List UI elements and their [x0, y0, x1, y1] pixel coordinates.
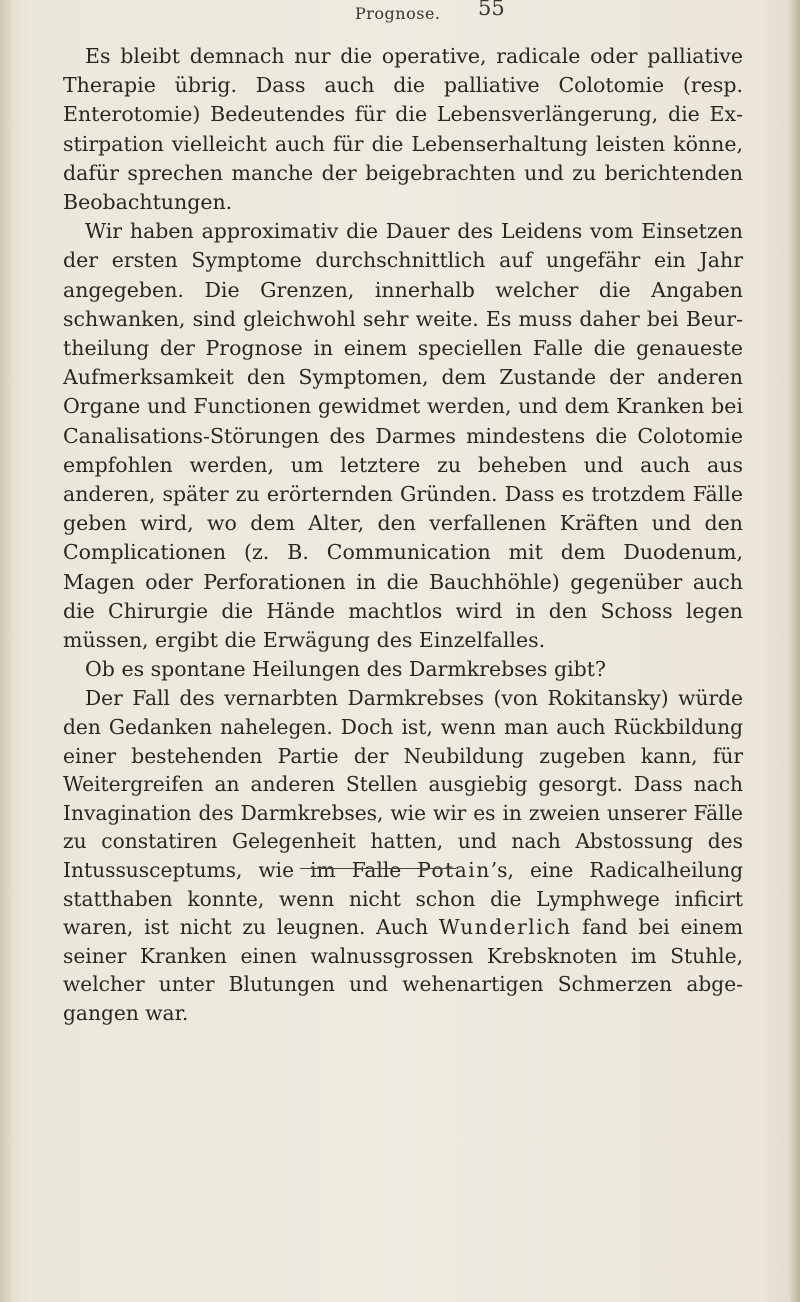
author-name-potain: Potain: [417, 858, 491, 883]
section-divider: [300, 868, 456, 869]
running-head: Prognose.: [355, 4, 441, 23]
page-edge-shadow: [790, 0, 800, 1302]
text-segment: ’s, eine Radicalheilung statthaben konnte, wenn nicht schon die Lymphwege inficirt waren, ist nicht zu leugnen. Auch: [63, 858, 743, 940]
body-text: [63, 42, 743, 1028]
paragraph-prognosis: Wir haben approximativ die Dauer des Leidens vom Einsetzen der ersten Symptome durchschnittlich auf ungefähr ein Jahr angegeben. Die Grenzen, innerhalb welcher die Angaben schwanken, sind gleichwohl sehr weite. Es muss daher bei Beurtheilung der Prognose in einem speciellen Falle die genaueste Aufmerksamkeit den Symptomen, dem Zustande der anderen Organe und Functionen gewidmet werden, und dem Kranken bei Canalisations-Störungen des Darmes mindestens die Colotomie empfohlen werden, um letztere zu beheben und auch aus anderen, später zu erörternden Gründen. Dass es trotzdem Fälle geben wird, wo dem Alter, den verfallenen Kräften und den Complicationen (z. B. Communication mit dem Duodenum, Magen oder Perforationen in die Bauchhöhle) gegenüber auch die Chirurgie die Hände machtlos wird in den Schoss legen müssen, ergibt die Erwägung des Einzelfalles.: [63, 219, 743, 653]
page-header: [0, 0, 800, 30]
paragraph-therapy: Es bleibt demnach nur die operative, radicale oder palliative Therapie übrig. Dass auch die palliative Colotomie (resp. Enterotomie) Bedeutendes für die Lebensverlängerung, die Exstirpation vielleicht auch für die Lebenserhaltung leisten könne, dafür sprechen manche der beigebrachten und zu berichtenden Beobachtungen.: [63, 44, 743, 215]
paragraph-spontaneous-healing: [63, 684, 743, 1027]
page-number: 55: [478, 0, 505, 20]
author-name-wunderlich: Wunderlich: [438, 915, 572, 940]
text-segment: fand bei einem seiner Kranken einen walnussgrossen Krebsknoten im Stuhle, welcher unter Blutungen und wehenartigen Schmerzen abgegangen war.: [63, 915, 743, 1025]
page-binding-shadow: [0, 0, 12, 1302]
text-segment: Der Fall des vernarbten Darmkrebses (von Rokitansky) würde den Gedanken nahelegen. Doch ist, wenn man auch Rückbildung einer bestehenden Partie der Neubildung zugeben kann, für Weitergreifen an anderen Stellen ausgiebig gesorgt. Dass nach Invagination des Darmkrebses, wie wir es in zweien unserer Fälle zu constatiren Gelegenheit hatten, und nach Abstossung des Intussusceptums, wie im Falle: [63, 686, 743, 883]
paragraph-question: Ob es spontane Heilungen des Darmkrebses gibt?: [85, 657, 606, 682]
